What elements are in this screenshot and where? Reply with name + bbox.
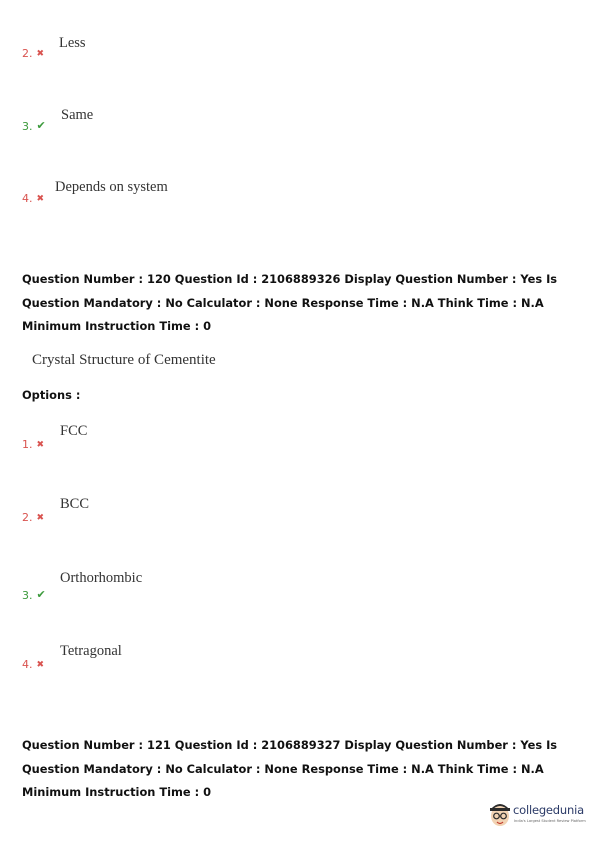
option-number: 3. bbox=[22, 120, 33, 133]
option-text: Less bbox=[59, 35, 86, 51]
collegedunia-logo bbox=[488, 801, 588, 831]
option-number: 2. bbox=[22, 511, 33, 524]
cross-icon: ✖ bbox=[36, 194, 45, 204]
mascot-icon bbox=[488, 801, 512, 831]
question-meta: Question Number : 120 Question Id : 2106889326 Display Question Number : Yes Is Question Mandatory : No Calculator : None Response Time : N.A Think Time : N.A Minimum Instruction Time : 0 bbox=[22, 272, 558, 333]
option-number: 3. bbox=[22, 589, 33, 602]
check-icon: ✔ bbox=[36, 588, 46, 601]
option-text: FCC bbox=[60, 423, 88, 439]
option-text: Tetragonal bbox=[60, 643, 122, 659]
cross-icon: ✖ bbox=[36, 660, 45, 670]
option-number: 2. bbox=[22, 47, 33, 60]
options-label: Options : bbox=[22, 388, 81, 402]
question-text: Crystal Structure of Cementite bbox=[32, 352, 216, 368]
logo-wordmark: collegedunia bbox=[513, 803, 584, 817]
logo-tagline: India's Largest Student Review Platform bbox=[514, 819, 586, 823]
option-number: 4. bbox=[22, 192, 33, 205]
cross-icon: ✖ bbox=[36, 440, 45, 450]
check-icon: ✔ bbox=[36, 119, 46, 132]
option-text: Same bbox=[61, 107, 94, 123]
question-meta: Question Number : 121 Question Id : 2106889327 Display Question Number : Yes Is Question Mandatory : No Calculator : None Response Time : N.A Think Time : N.A Minimum Instruction Time : 0 bbox=[22, 738, 558, 799]
option-number: 1. bbox=[22, 438, 33, 451]
option-number: 4. bbox=[22, 658, 33, 671]
option-text: BCC bbox=[60, 496, 90, 512]
option-text: Orthorhombic bbox=[60, 570, 143, 586]
option-text: Depends on system bbox=[55, 179, 168, 195]
cross-icon: ✖ bbox=[36, 513, 45, 523]
cross-icon: ✖ bbox=[36, 49, 45, 59]
